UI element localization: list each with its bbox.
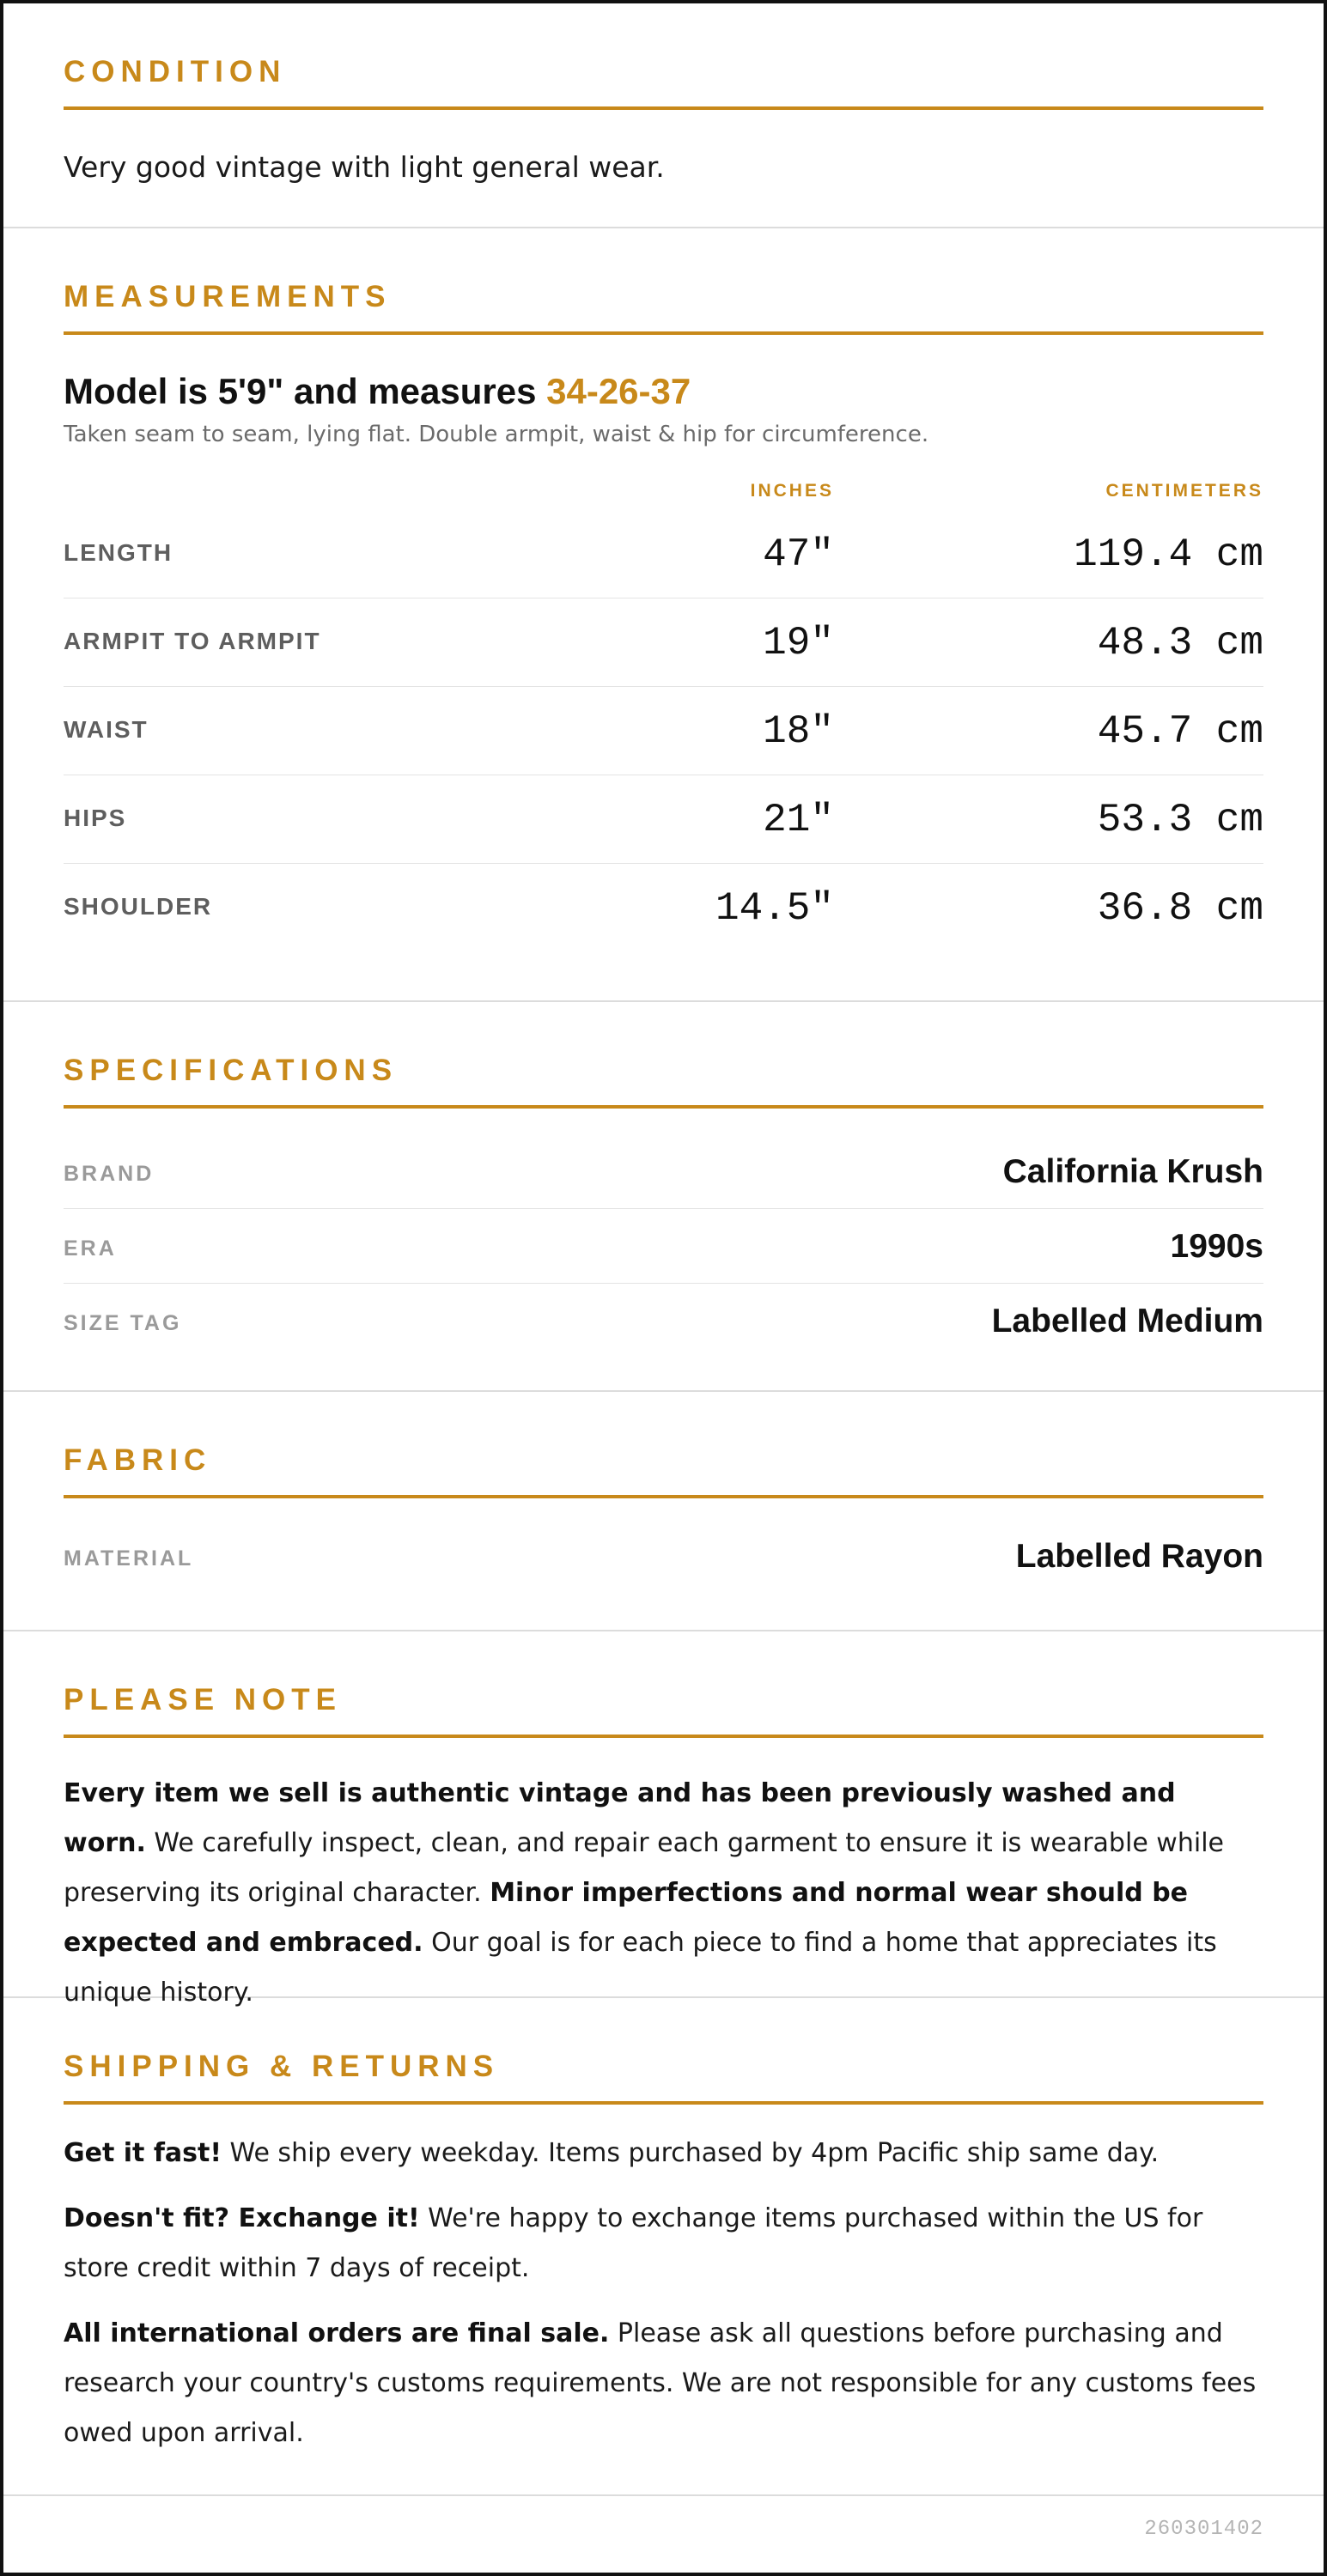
spec-key: ERA — [64, 1236, 117, 1261]
condition-text: Very good vintage with light general wear. — [64, 150, 665, 184]
measurement-centimeters: 53.3 cm — [1097, 798, 1263, 842]
note-text-2: Our goal is for each piece to find a home that appreciates its unique history. — [64, 1928, 1217, 2008]
measurement-centimeters: 36.8 cm — [1097, 886, 1263, 931]
shipping-bold: All international orders are final sale. — [64, 2318, 610, 2348]
measurement-inches: 21" — [763, 798, 834, 842]
spec-key: BRAND — [64, 1162, 155, 1186]
measurement-row-length — [64, 510, 1263, 598]
column-header-centimeters: CENTIMETERS — [1105, 481, 1263, 501]
condition-title: CONDITION — [64, 55, 287, 88]
model-measures-line — [64, 369, 1263, 414]
product-id: 260301402 — [1144, 2518, 1263, 2541]
shipping-bold: Get it fast! — [64, 2138, 222, 2168]
note-bold-1: Every item we sell is authentic vintage and has been previously washed and worn. — [64, 1778, 1176, 1858]
fabric-list — [64, 1498, 1263, 1624]
fabric-title: FABRIC — [64, 1443, 212, 1477]
specifications-title: SPECIFICATIONS — [64, 1054, 399, 1087]
spec-key: SIZE TAG — [64, 1311, 182, 1335]
specifications-section — [3, 1002, 1324, 1392]
condition-header — [64, 3, 1263, 110]
spec-value: Labelled Medium — [991, 1303, 1263, 1340]
please-note-section — [3, 1631, 1324, 2008]
spec-value: California Krush — [1002, 1153, 1263, 1190]
shipping-text: We ship every weekday. Items purchased by 4pm Pacific ship same day. — [222, 2138, 1160, 2168]
spec-row-material — [64, 1519, 1263, 1593]
specifications-list — [64, 1109, 1263, 1388]
shipping-paragraph-international — [64, 2309, 1263, 2458]
measurement-label: LENGTH — [64, 539, 173, 566]
spec-value: 1990s — [1170, 1228, 1263, 1265]
model-measures-value: 34-26-37 — [546, 371, 691, 411]
shipping-paragraph-fast — [64, 2129, 1263, 2178]
measurements-table — [64, 476, 1263, 981]
spec-value: Labelled Rayon — [1015, 1538, 1263, 1575]
measurement-row-shoulder — [64, 864, 1263, 951]
measurements-table-header — [64, 476, 1263, 510]
measurement-centimeters: 119.4 cm — [1074, 532, 1263, 577]
measurement-label: ARMPIT TO ARMPIT — [64, 628, 321, 654]
measurement-inches: 19" — [763, 621, 834, 665]
shipping-bold: Doesn't fit? Exchange it! — [64, 2203, 420, 2233]
spec-row-brand — [64, 1134, 1263, 1209]
measurement-label: WAIST — [64, 716, 149, 743]
measurement-inches: 18" — [763, 709, 834, 754]
fabric-header — [64, 1392, 1263, 1498]
please-note-title: PLEASE NOTE — [64, 1683, 342, 1716]
note-text-1: We carefully inspect, clean, and repair each garment to ensure it is wearable while preserving its original character. — [64, 1828, 1224, 1908]
spec-key: MATERIAL — [64, 1546, 194, 1571]
measurements-header — [64, 228, 1263, 335]
measurement-row-armpit — [64, 598, 1263, 687]
spec-row-size-tag — [64, 1284, 1263, 1358]
please-note-paragraph — [64, 1769, 1263, 2018]
shipping-returns-section — [3, 1998, 1324, 2496]
shipping-title: SHIPPING & RETURNS — [64, 2050, 500, 2083]
measurements-subtitle: Taken seam to seam, lying flat. Double armpit, waist & hip for circumference. — [64, 422, 929, 447]
shipping-header — [64, 1998, 1263, 2105]
measurements-title: MEASUREMENTS — [64, 280, 392, 313]
shipping-text: Please ask all questions before purchasing and research your country's customs requirements. We are not responsible for any customs fees owed upon arrival. — [64, 2318, 1257, 2448]
measurement-centimeters: 48.3 cm — [1097, 621, 1263, 665]
model-height: Model is 5'9" and measures — [64, 371, 547, 411]
measurement-row-waist — [64, 687, 1263, 775]
measurement-inches: 47" — [763, 532, 834, 577]
shipping-text: We're happy to exchange items purchased within the US for store credit within 7 days of receipt. — [64, 2203, 1203, 2283]
measurement-inches: 14.5" — [715, 886, 834, 931]
measurement-centimeters: 45.7 cm — [1097, 709, 1263, 754]
condition-section — [3, 3, 1324, 228]
measurement-label: HIPS — [64, 805, 127, 831]
fabric-section — [3, 1392, 1324, 1631]
shipping-body — [64, 2105, 1263, 2491]
shipping-paragraph-exchange — [64, 2194, 1263, 2293]
column-header-inches: INCHES — [750, 481, 834, 501]
please-note-header — [64, 1631, 1263, 1738]
measurement-row-hips — [64, 775, 1263, 864]
measurement-label: SHOULDER — [64, 893, 213, 920]
spec-row-era — [64, 1209, 1263, 1284]
measurements-section — [3, 228, 1324, 1002]
specifications-header — [64, 1002, 1263, 1109]
note-bold-2: Minor imperfections and normal wear should be expected and embraced. — [64, 1878, 1189, 1958]
